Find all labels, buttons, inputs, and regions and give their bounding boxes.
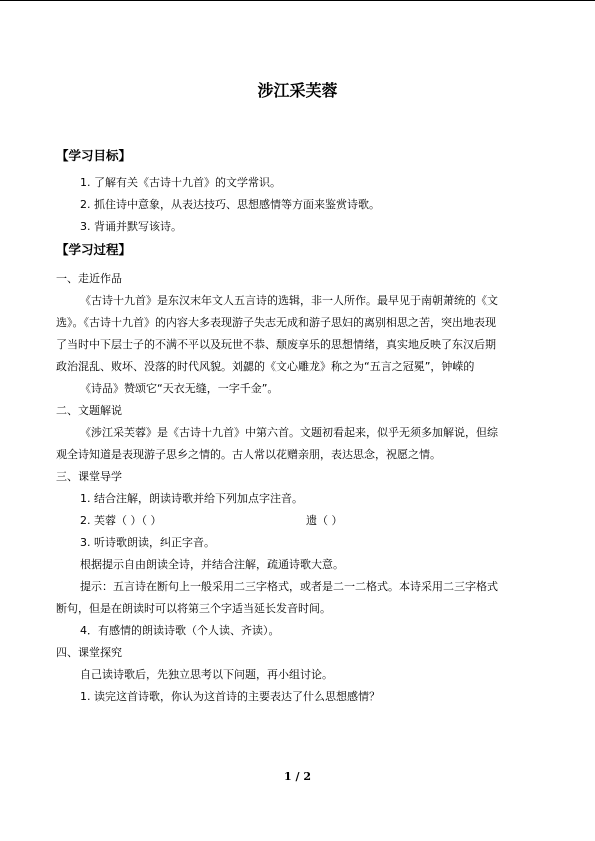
section-2-paragraph-line: 观全诗知道是表现游子思乡之情的。古人常以花赠亲朋，表达思念，祝愿之情。 xyxy=(56,448,441,461)
section-1-paragraph-line: 选》。《古诗十九首》的内容大多表现游子失志无成和游子思妇的离别相思之苦，突出地表现 xyxy=(56,316,496,329)
section-2-paragraph-line: 《涉江采芙蓉》是《古诗十九首》中第六首。文题初看起来，似乎无须多加解说，但综 xyxy=(80,426,498,439)
section-3-tip-line: 提示：五言诗在断句上一般采用二三字格式，或者是二一二格式。本诗采用二三字格式 xyxy=(80,580,498,593)
section-1-paragraph-line: 政治混乱、败坏、没落的时代风貌。刘勰的《文心雕龙》称之为“五言之冠冕”，钟嵘的 xyxy=(56,360,475,373)
goal-item-1: 1. 了解有关《古诗十九首》的文学常识。 xyxy=(80,176,281,189)
section-4-heading: 四、课堂探究 xyxy=(56,646,122,659)
process-heading: 【学习过程】 xyxy=(56,242,132,257)
section-3-heading: 三、课堂导学 xyxy=(56,470,122,483)
section-4-question-1: 1. 读完这首诗歌，你认为这首诗的主要表达了什么思想感情？ xyxy=(80,690,380,703)
goal-item-3: 3. 背诵并默写该诗。 xyxy=(80,220,182,233)
section-3-item-2-part-b: 遗（ ） xyxy=(306,514,343,527)
goal-item-2: 2. 抓住诗中意象，从表达技巧、思想感情等方面来鉴赏诗歌。 xyxy=(80,198,380,211)
section-1-paragraph-line: 《古诗十九首》是东汉末年文人五言诗的选辑，非一人所作。最早见于南朝萧统的《文 xyxy=(80,294,498,307)
section-3-item-2-part-a: 2. 芙蓉（ ）（ ） xyxy=(80,514,162,527)
top-border-line xyxy=(0,0,595,1)
section-3-tip-line: 断句，但是在朗读时可以将第三个字适当延长发音时间。 xyxy=(56,602,331,615)
section-3-item-4: 4．有感情的朗读诗歌（个人读、齐读）。 xyxy=(80,624,280,637)
page-number: 1 / 2 xyxy=(284,770,311,783)
section-3-item-3: 3. 听诗歌朗读，纠正字音。 xyxy=(80,536,215,549)
goals-heading: 【学习目标】 xyxy=(56,148,132,163)
section-1-paragraph-line: 了当时中下层士子的不满不平以及玩世不恭、颓废享乐的思想情绪，真实地反映了东汉后期 xyxy=(56,338,496,351)
section-3-tip-intro: 根据提示自由朗读全诗，并结合注解，疏通诗歌大意。 xyxy=(80,558,344,571)
section-2-heading: 二、文题解说 xyxy=(56,404,122,417)
section-3-item-1: 1. 结合注解，朗读诗歌并给下列加点字注音。 xyxy=(80,492,303,505)
section-1-heading: 一、走近作品 xyxy=(56,272,122,285)
document-title: 涉江采芙蓉 xyxy=(257,81,338,100)
section-4-intro: 自己读诗歌后，先独立思考以下问题，再小组讨论。 xyxy=(80,668,333,681)
section-1-paragraph-line: 《诗品》赞颂它“天衣无缝，一字千金”。 xyxy=(80,382,279,395)
